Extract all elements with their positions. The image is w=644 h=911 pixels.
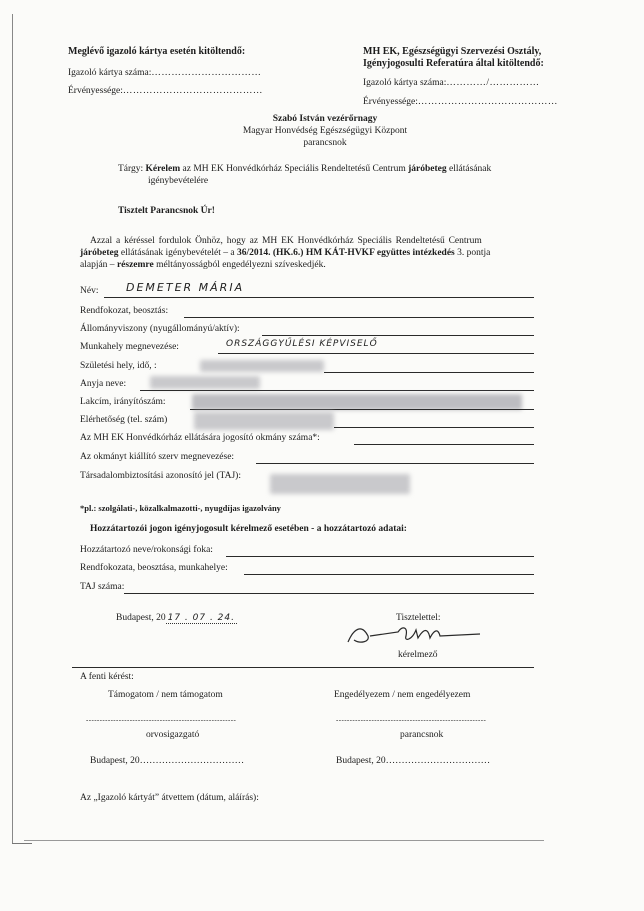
left-option: Támogatom / nem támogatom [108, 690, 223, 700]
field-address-line [190, 409, 534, 410]
dependent-taj-line [124, 593, 534, 594]
dependent-rank-label: Rendfokozata, beosztása, munkahelye: [80, 563, 228, 573]
left-date: Budapest, 20…………………………… [90, 756, 245, 766]
field-rank-label: Rendfokozat, beosztás: [80, 306, 169, 316]
redacted-taj [270, 474, 410, 494]
field-workplace-label: Munkahely megnevezése: [80, 342, 179, 352]
approval-separator [72, 667, 534, 668]
dependent-taj-label: TAJ száma: [80, 582, 125, 592]
bottom-scan-line [24, 840, 544, 841]
field-issuer-label: Az okmányt kiállító szerv megnevezése: [80, 452, 235, 462]
field-name-value: DEMETER MÁRIA [126, 281, 245, 294]
field-status-label: Állományviszony (nyugállományú/aktív): [80, 324, 240, 334]
field-phone-label: Elérhetőség (tel. szám) [80, 415, 168, 425]
field-workplace-value: ORSZÁGGYŰLÉSI KÉPVISELŐ [226, 339, 378, 349]
right-role: parancsnok [400, 730, 444, 740]
greeting: Tisztelettel: [396, 613, 441, 623]
subject-line-2: igénybevételére [148, 176, 209, 186]
right-option: Engedélyezem / nem engedélyezem [334, 690, 471, 700]
redacted-mother [150, 376, 260, 389]
dependent-rank-line [244, 574, 534, 575]
left-validity: Érvényessége:…………………………………… [68, 86, 263, 96]
field-birth-label: Születési hely, idő, : [80, 361, 157, 371]
field-rank-line [184, 317, 534, 318]
salutation: Tisztelt Parancsnok Úr! [118, 206, 215, 216]
right-card-number: Igazoló kártya száma:…………/…………… [363, 78, 540, 88]
body-line-2: járóbeteg ellátásának igénybevételét – a 36/2014. (HK.6.) HM KÁT-HVKF együttes intézkedés 3. pontja [80, 248, 491, 258]
field-name-label: Név: [80, 286, 99, 296]
addressee-name: Szabó István vezérőrnagy [272, 114, 378, 124]
right-header-title-2: Igényjogosulti Referatúra által kitöltendő: [363, 58, 544, 69]
field-document-line [354, 444, 534, 445]
receipt-label: Az „Igazoló kártyát” átvettem (dátum, aláírás): [80, 793, 259, 803]
left-header-title: Meglévő igazoló kártya esetén kitöltendő: [68, 46, 246, 57]
scan-corner-mark [12, 843, 32, 844]
field-workplace-line [218, 353, 534, 354]
left-dashes: ------------------------------------------------------- [86, 716, 237, 724]
redacted-birth [200, 360, 324, 372]
footnote: *pl.: szolgálati-, közalkalmazotti-, nyugdíjas igazolvány [80, 503, 281, 513]
dependent-name-label: Hozzátartozó neve/rokonsági foka: [80, 545, 213, 555]
signer-label: kérelmező [398, 650, 438, 660]
scan-edge-mark [12, 14, 13, 844]
field-taj-label: Társadalombiztosítási azonosító jel (TAJ): [80, 471, 241, 481]
body-line-1: Azzal a kéréssel fordulok Önhöz, hogy az MH EK Honvédkórház Speciális Rendeltetésű Centrum [90, 236, 482, 246]
addressee-org: Magyar Honvédség Egészségügyi Központ [242, 126, 408, 136]
redacted-phone [194, 412, 334, 430]
addressee-role: parancsnok [303, 138, 347, 148]
redacted-address [192, 394, 522, 410]
field-issuer-line [256, 463, 534, 464]
body-line-3: alapján – részemre méltányosságból engedélyezni szíveskedjék. [80, 260, 326, 270]
right-header-title-1: MH EK, Egészségügyi Szervezési Osztály, [363, 46, 542, 57]
dependent-name-line [226, 556, 534, 557]
date-place: Budapest, 20 17 . 07 . 24. [116, 613, 235, 623]
right-validity: Érvényessége:…………………………………… [363, 97, 558, 107]
right-date: Budapest, 20…………………………… [336, 756, 491, 766]
field-document-label: Az MH EK Honvédkórház ellátására jogosító okmány száma*: [80, 433, 320, 443]
field-address-label: Lakcím, irányítószám: [80, 397, 166, 407]
field-phone-line [334, 427, 534, 428]
approval-intro: A fenti kérést: [80, 672, 134, 682]
signature-image [340, 622, 490, 646]
left-role: orvosigazgató [146, 730, 200, 740]
right-dashes: ------------------------------------------------------- [336, 716, 487, 724]
dependent-title: Hozzátartozói jogon igényjogosult kérelmező esetében - a hozzátartozó adatai: [90, 524, 407, 534]
field-status-line [262, 335, 534, 336]
subject-line-1: Tárgy: Kérelem az MH EK Honvédkórház Speciális Rendeltetésű Centrum járóbeteg ellátásának [118, 164, 492, 174]
left-card-number: Igazoló kártya száma:…………………………… [68, 68, 262, 78]
field-birth-line [324, 372, 534, 373]
field-mother-label: Anyja neve: [80, 379, 127, 389]
field-name-line [104, 297, 534, 298]
field-mother-line [140, 390, 534, 391]
